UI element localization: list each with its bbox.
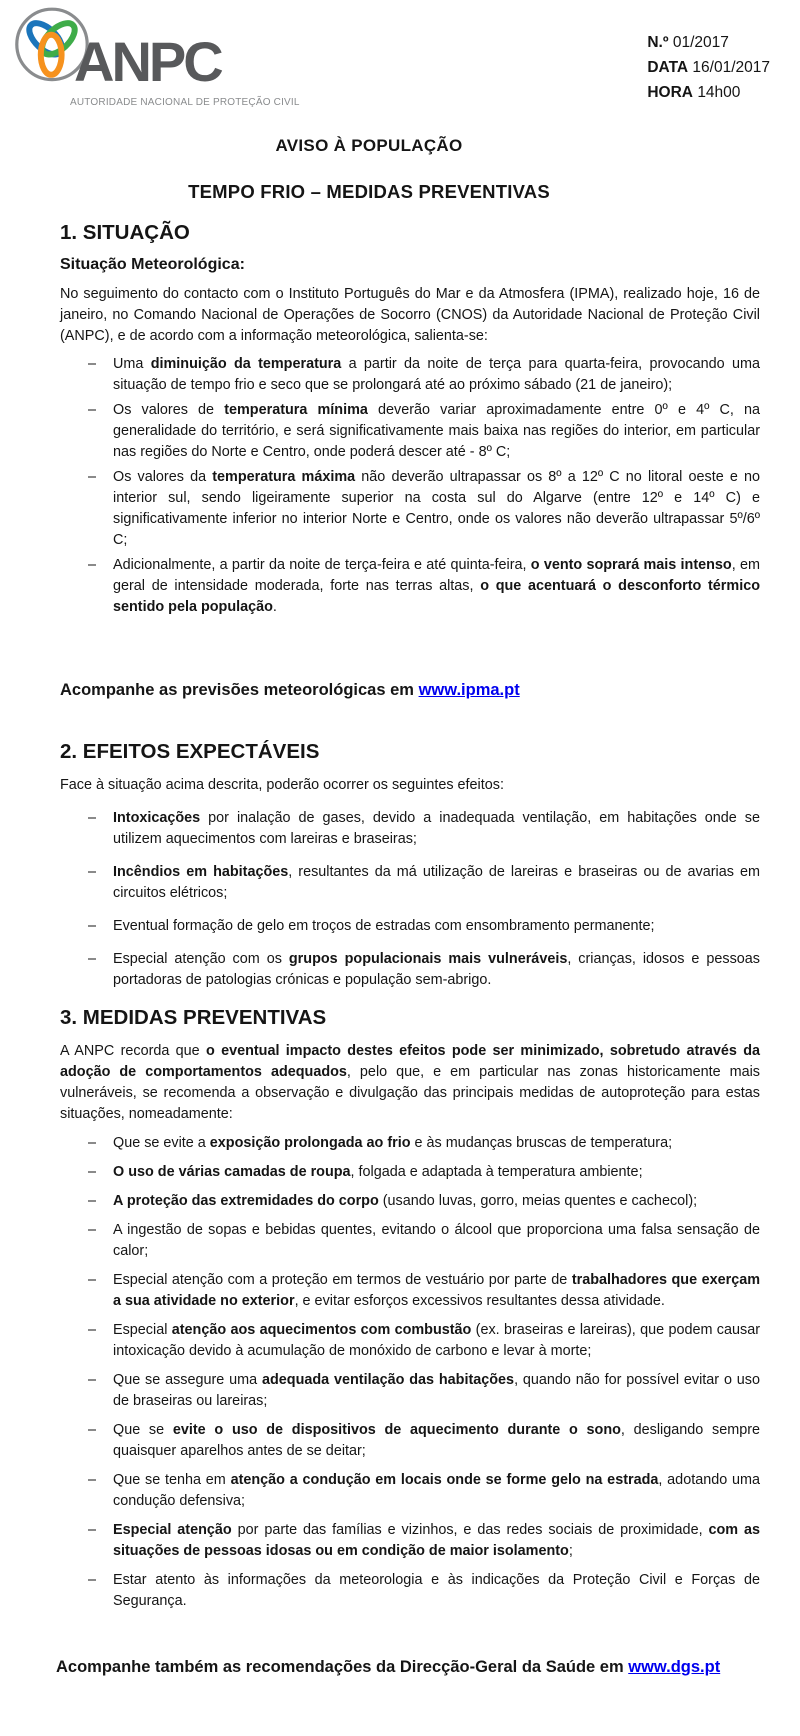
- text-run: Acompanhe também as recomendações da Direcção-Geral da Saúde em: [56, 1658, 629, 1676]
- bullet-dash-icon: –: [88, 1522, 97, 1538]
- bullet-dash-icon: –: [88, 1164, 97, 1180]
- text-run: Que se tenha em: [113, 1472, 231, 1488]
- bullet-text: [113, 1191, 760, 1212]
- document-meta: [647, 30, 770, 105]
- bullet-text: [113, 1220, 760, 1262]
- text-run: temperatura máxima: [212, 469, 356, 485]
- bullet-text: [113, 400, 760, 463]
- doc-date-label: DATA: [647, 59, 689, 76]
- bullet-text: [113, 949, 760, 991]
- text-run: deverão variar aproximadamente entre 0º e 4º C, na generalidade do território, e será significativamente mais baixa nas regiões do interior, em particular nas regiões do Norte e Centro, onde poderá descer até - 8º C;: [113, 402, 761, 460]
- text-run: Que se evite a: [113, 1135, 210, 1151]
- text-run: atenção aos aquecimentos com combustão: [171, 1322, 472, 1338]
- text-run: O uso de várias camadas de roupa: [113, 1164, 351, 1180]
- list-item: [88, 400, 760, 463]
- list-item: [88, 862, 760, 904]
- list-item: [88, 949, 760, 991]
- bullet-text: [113, 1320, 760, 1362]
- doc-time-row: [647, 80, 770, 105]
- text-run: Adicionalmente, a partir da noite de terça-feira e até quinta-feira,: [113, 557, 531, 573]
- bullet-text: [113, 555, 760, 618]
- list-item: [88, 1420, 760, 1462]
- situacao-bullet-list: [60, 354, 760, 618]
- doc-date-value: 16/01/2017: [692, 59, 770, 76]
- text-run: (usando luvas, gorro, meias quentes e cachecol);: [378, 1193, 698, 1209]
- text-run: atenção a condução em locais onde se forme gelo na estrada: [230, 1472, 659, 1488]
- text-run: grupos populacionais mais vulneráveis: [288, 951, 568, 967]
- list-item: [88, 1270, 760, 1312]
- text-run: .: [272, 599, 277, 615]
- bullet-text: [113, 1370, 760, 1412]
- bullet-dash-icon: –: [88, 356, 97, 372]
- text-run: a partir da noite de terça para quarta-feira, provocando uma situação de tempo frio e seco que se prolongará até ao próximo sábado (21 de janeiro);: [113, 356, 760, 393]
- list-item: [88, 916, 760, 937]
- bullet-dash-icon: –: [88, 864, 97, 880]
- text-run: temperatura mínima: [224, 402, 368, 418]
- text-run: Especial atenção com a proteção em termos de vestuário por parte de: [113, 1272, 572, 1288]
- text-run: A ingestão de sopas e bebidas quentes, evitando o álcool que proporciona uma falsa sensação de calor;: [113, 1222, 760, 1259]
- bullet-dash-icon: –: [88, 557, 97, 573]
- bullet-dash-icon: –: [88, 1322, 97, 1338]
- bullet-dash-icon: –: [88, 951, 97, 967]
- text-run: , pelo que, e em particular nas zonas historicamente mais vulneráveis, se recomenda a observação e divulgação das principais medidas de autoproteção para estas situações, nomeadamente:: [60, 1064, 760, 1122]
- text-run: Especial atenção: [113, 1522, 232, 1538]
- text-run: Eventual formação de gelo em troços de estradas com ensombramento permanente;: [113, 918, 655, 934]
- text-run: Estar atento às informações da meteorologia e às indicações da Proteção Civil e Forças de Segurança.: [113, 1572, 760, 1609]
- bullet-text: [113, 808, 760, 850]
- doc-date-row: [647, 55, 770, 80]
- bullet-dash-icon: –: [88, 1272, 97, 1288]
- text-run: com as situações de pessoas idosas ou em condição de maior isolamento: [113, 1522, 760, 1559]
- doc-time-value: 14h00: [697, 84, 741, 101]
- text-run: Acompanhe as previsões meteorológicas em: [60, 681, 419, 699]
- bullet-dash-icon: –: [88, 402, 97, 418]
- document-body: [0, 222, 800, 1612]
- bullet-text: [113, 916, 760, 937]
- text-run: Especial atenção com os: [113, 951, 289, 967]
- text-run: , e evitar esforços excessivos resultantes dessa atividade.: [294, 1293, 665, 1309]
- list-item: [88, 1133, 760, 1154]
- subheading-meteorologica: Situação Meteorológica:: [60, 256, 245, 273]
- bullet-dash-icon: –: [88, 1193, 97, 1209]
- text-run: , crianças, idosos e pessoas portadoras de patologias crónicas e população sem-abrigo.: [113, 951, 761, 988]
- text-run: Que se: [113, 1422, 173, 1438]
- bullet-text: [113, 1420, 760, 1462]
- bullet-dash-icon: –: [88, 1222, 97, 1238]
- list-item: [88, 1520, 760, 1562]
- doc-number-value: 01/2017: [672, 34, 729, 51]
- list-item: [88, 467, 760, 551]
- medidas-intro-paragraph: [60, 1041, 760, 1125]
- text-run: , quando não for possível evitar o uso de braseiras ou lareiras;: [113, 1372, 760, 1409]
- document-footer: [0, 1658, 800, 1677]
- bullet-text: [113, 1470, 760, 1512]
- text-run: e às mudanças bruscas de temperatura;: [410, 1135, 673, 1151]
- text-run: exposição prolongada ao frio: [209, 1135, 411, 1151]
- text-run: Intoxicações: [113, 810, 201, 826]
- dgs-link[interactable]: www.dgs.pt: [628, 1658, 721, 1676]
- text-run: diminuição da temperatura: [150, 356, 342, 372]
- text-run: , adotando uma condução defensiva;: [113, 1472, 760, 1509]
- doc-number-label: N.º: [647, 34, 669, 51]
- subject-title: TEMPO FRIO – MEDIDAS PREVENTIVAS: [188, 181, 550, 202]
- medidas-bullet-list: [60, 1133, 760, 1612]
- text-run: A proteção das extremidades do corpo: [113, 1193, 379, 1209]
- doc-time-label: HORA: [647, 84, 693, 101]
- efeitos-intro-paragraph: Face à situação acima descrita, poderão ocorrer os seguintes efeitos:: [60, 777, 504, 793]
- list-item: [88, 1220, 760, 1262]
- text-run: o eventual impacto destes efeitos pode ser minimizado, sobretudo através da adoção de comportamentos adequados: [60, 1043, 761, 1080]
- section-heading-situacao: 1. SITUAÇÃO: [60, 221, 190, 244]
- anpc-logo: [12, 4, 300, 116]
- list-item: [88, 354, 760, 396]
- text-run: Incêndios em habitações: [113, 864, 289, 880]
- notice-title: AVISO À POPULAÇÃO: [275, 136, 463, 155]
- text-run: Especial: [113, 1322, 172, 1338]
- text-run: Os valores de: [113, 402, 225, 418]
- document-header: [0, 0, 800, 116]
- section-heading-medidas: 3. MEDIDAS PREVENTIVAS: [60, 1006, 327, 1029]
- text-run: o vento soprará mais intenso: [530, 557, 732, 573]
- text-run: , resultantes da má utilização de lareiras e braseiras ou de avarias em circuitos elétricos;: [113, 864, 760, 901]
- list-item: [88, 1370, 760, 1412]
- text-run: evite o uso de dispositivos de aquecimento durante o sono: [172, 1422, 621, 1438]
- text-run: Uma: [113, 356, 151, 372]
- bullet-dash-icon: –: [88, 1372, 97, 1388]
- bullet-text: [113, 1520, 760, 1562]
- document-titles: [0, 136, 800, 203]
- list-item: [88, 1470, 760, 1512]
- text-run: o que acentuará o desconforto térmico sentido pela população: [113, 578, 760, 615]
- ipma-note: [60, 680, 760, 701]
- text-run: ;: [568, 1543, 573, 1559]
- doc-number-row: [647, 30, 770, 55]
- text-run: , desligando sempre quaisquer aparelhos antes de se deitar;: [113, 1422, 760, 1459]
- list-item: [88, 1570, 760, 1612]
- bullet-dash-icon: –: [88, 918, 97, 934]
- bullet-text: [113, 1133, 760, 1154]
- text-run: por parte das famílias e vizinhos, e das redes sociais de proximidade,: [231, 1522, 709, 1538]
- bullet-dash-icon: –: [88, 810, 97, 826]
- dgs-note: [0, 1658, 800, 1677]
- text-run: , em geral de intensidade moderada, forte nas terras altas,: [113, 557, 760, 594]
- list-item: [88, 1191, 760, 1212]
- bullet-dash-icon: –: [88, 1472, 97, 1488]
- bullet-text: [113, 1570, 760, 1612]
- text-run: A ANPC recorda que: [60, 1043, 206, 1059]
- efeitos-bullet-list: [60, 808, 760, 991]
- list-item: [88, 808, 760, 850]
- text-run: adequada ventilação das habitações: [261, 1372, 515, 1388]
- bullet-text: [113, 862, 760, 904]
- list-item: [88, 1162, 760, 1183]
- bullet-text: [113, 1270, 760, 1312]
- text-run: , folgada e adaptada à temperatura ambiente;: [350, 1164, 643, 1180]
- bullet-dash-icon: –: [88, 1135, 97, 1151]
- section-heading-efeitos: 2. EFEITOS EXPECTÁVEIS: [60, 740, 320, 763]
- text-run: Que se assegure uma: [113, 1372, 262, 1388]
- text-run: Os valores da: [113, 469, 213, 485]
- text-run: (ex. braseiras e lareiras), que podem causar intoxicação devido à acumulação de monóxido de carbono e levar à morte;: [113, 1322, 760, 1359]
- logo-caption: AUTORIDADE NACIONAL DE PROTEÇÃO CIVIL: [70, 97, 300, 108]
- bullet-dash-icon: –: [88, 1572, 97, 1588]
- list-item: [88, 555, 760, 618]
- logo-acronym: ANPC: [74, 30, 221, 93]
- bullet-text: [113, 354, 760, 396]
- situacao-intro-paragraph: No seguimento do contacto com o Instituto Português do Mar e da Atmosfera (IPMA), realizado hoje, 16 de janeiro, no Comando Nacional de Operações de Socorro (CNOS) da Autoridade Nacional de Proteção Civil (ANPC), e de acordo com a informação meteorológica, salienta-se:: [60, 286, 760, 344]
- bullet-text: [113, 467, 760, 551]
- bullet-dash-icon: –: [88, 469, 97, 485]
- text-run: trabalhadores que exerçam a sua atividade no exterior: [113, 1272, 761, 1309]
- bullet-text: [113, 1162, 760, 1183]
- text-run: por inalação de gases, devido a inadequada ventilação, em habitações onde se utilizem aquecimentos com lareiras e braseiras;: [113, 810, 760, 847]
- text-run: não deverão ultrapassar os 8º a 12º C no litoral oeste e no interior sul, sendo ligeiramente superior na costa sul do Algarve (entre 12º e 14º C) e significativamente inferior no interior Norte e Centro, onde os valores não deverão ultrapassar 5º/6º C;: [113, 469, 760, 548]
- list-item: [88, 1320, 760, 1362]
- bullet-dash-icon: –: [88, 1422, 97, 1438]
- ipma-link[interactable]: www.ipma.pt: [418, 681, 520, 699]
